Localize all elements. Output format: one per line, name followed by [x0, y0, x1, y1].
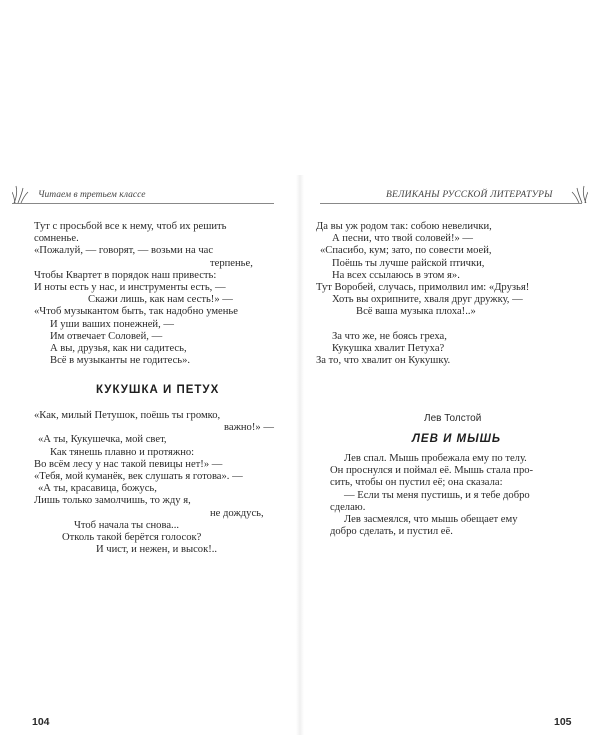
poem-line: «Чтоб музыкантом быть, так надобно уменье: [34, 306, 238, 318]
poem-line: И чист, и нежен, и высок!..: [96, 544, 218, 556]
poem-line: Да вы уж родом так: собою невелички,: [316, 221, 492, 232]
poem-line: Тут с просьбой все к нему, чтоб их решить: [34, 221, 227, 232]
poem-line: сомненье.: [34, 233, 79, 245]
page-number: 105: [554, 716, 572, 728]
poem-continuation: [316, 221, 576, 367]
poem-line: Отколь такой берётся голосок?: [62, 532, 202, 544]
poem-line: [316, 319, 576, 331]
header-rule: [320, 203, 582, 204]
running-head: Читаем в третьем классе: [38, 190, 146, 200]
poem-line: терпенье,: [210, 257, 253, 269]
right-page: [300, 0, 600, 750]
poem-line: Чтоб начала ты снова...: [74, 519, 179, 531]
poem-line: Кукушка хвалит Петуха?: [332, 343, 445, 355]
page-number: 104: [32, 716, 50, 728]
poem-line: «Пожалуй, — говорят, — возьми на час: [34, 245, 214, 257]
poem-line: На всех ссылаюсь в этом я».: [332, 269, 460, 281]
grass-ornament-icon: [558, 184, 588, 204]
poem-line: А песни, что твой соловей!» —: [332, 233, 474, 245]
poem-line: Как тянешь плавно и протяжно:: [50, 446, 195, 458]
running-head: ВЕЛИКАНЫ РУССКОЙ ЛИТЕРАТУРЫ: [386, 190, 553, 200]
prose-line: сить, чтобы он пустил её; она сказала:: [330, 477, 503, 489]
poem-kukushka: [34, 410, 274, 556]
poem-title: КУКУШКА И ПЕТУХ: [96, 384, 220, 396]
poem-line: «Тебя, мой куманёк, век слушать я готова». —: [34, 471, 243, 483]
prose-line: Лев засмеялся, что мышь обещает ему: [344, 514, 518, 526]
prose-line: Лев спал. Мышь пробежала ему по телу.: [344, 453, 527, 464]
prose-line: — Если ты меня пустишь, и я тебе добро: [344, 489, 530, 501]
poem-line: Всё ваша музыка плоха!..»: [356, 306, 476, 318]
poem-line: Тут Воробей, случась, примолвил им: «Друзья!: [316, 282, 530, 294]
poem-line: Во всём лесу у нас такой певицы нет!» —: [34, 458, 223, 470]
author-name: Лев Толстой: [424, 413, 482, 424]
poem-line: И ноты есть у нас, и инструменты есть, —: [34, 282, 226, 294]
prose-line: сделаю.: [330, 501, 366, 513]
poem-line: Чтобы Квартет в порядок наш привесть:: [34, 269, 217, 281]
poem-line: За то, что хвалит он Кукушку.: [316, 355, 451, 367]
poem-line: И уши ваших понежней, —: [50, 318, 174, 330]
poem-line: не дождусь,: [210, 507, 264, 519]
poem-line: «А ты, Кукушечка, мой свет,: [38, 434, 167, 446]
poem-continuation: [34, 221, 274, 367]
poem-line: За что же, не боясь греха,: [332, 330, 447, 342]
poem-line: Всё в музыканты не годитесь».: [50, 355, 191, 367]
poem-line: Им отвечает Соловей, —: [50, 330, 163, 342]
poem-line: важно!» —: [224, 422, 274, 434]
prose-line: добро сделать, и пустил её.: [330, 526, 453, 538]
poem-line: Лишь только замолчишь, то жду я,: [34, 495, 191, 507]
poem-line: Хоть вы охрипните, хваля друг дружку, —: [332, 294, 523, 306]
poem-line: Поёшь ты лучше райской птички,: [332, 257, 485, 269]
header-rule: [12, 203, 274, 204]
poem-line: «Как, милый Петушок, поёшь ты громко,: [34, 410, 221, 421]
prose-line: Он проснулся и поймал её. Мышь стала про-: [330, 465, 534, 477]
story-text: [330, 453, 580, 538]
poem-line: «Спасибо, кум; зато, по совести моей,: [320, 245, 492, 257]
poem-line: «А ты, красавица, божусь,: [38, 483, 157, 495]
poem-line: А вы, друзья, как ни садитесь,: [50, 343, 187, 355]
story-title: ЛЕВ И МЫШЬ: [412, 433, 502, 445]
poem-line: Скажи лишь, как нам сесть!» —: [88, 294, 233, 306]
